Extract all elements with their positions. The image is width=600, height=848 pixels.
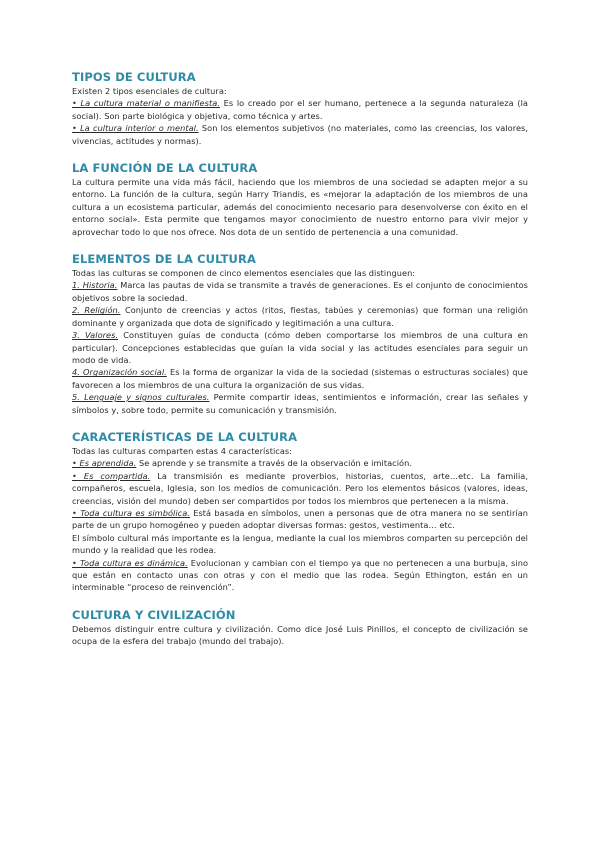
paragraph-lead: • La cultura material o manifiesta. (72, 98, 220, 109)
paragraph (72, 304, 528, 329)
paragraph (72, 457, 528, 469)
paragraph-text: La transmisión es mediante proverbios, historias, cuentos, arte…etc. La familia, compañeros, escuela, Iglesia, son los medios de comunicación. Pero los elementos básicos (valores, ideas, creencias, visión del mundo) deben ser compartidos por todos los miembros que pertenecen a la misma. (72, 470, 528, 506)
paragraph-text: Todas las culturas comparten estas 4 características: (72, 445, 293, 456)
section-elementos-de-la-cultura (72, 252, 528, 416)
paragraph-text: La cultura permite una vida más fácil, haciendo que los miembros de una sociedad se adapten mejor a su entorno. La función de la cultura, según Harry Triandis, es «mejorar la adaptación de los miembros de una cultura a un ecosistema particular, además del conocimiento necesario para desenvolverse con éxito en el entorno social». Esta permite que tengamos mayor conocimiento de nuestro entorno para vivir mejor y aprovechar todo lo que nos ofrece. Nos dota de un sentido de pertenencia a una comunidad. (72, 177, 528, 237)
paragraph (72, 470, 528, 507)
paragraph-text: Está basada en símbolos, unen a personas que de otra manera no se sentirían parte de un grupo homogéneo y pueden adoptar diversas formas: gestos, vestimenta… etc. (72, 507, 529, 531)
paragraph-text: Son los elementos subjetivos (no materiales, como las creencias, los valores, vivencias, actitudes y normas). (72, 123, 528, 146)
paragraph-text: El símbolo cultural más importante es la lengua, mediante la cual los miembros comparten su percepción del mundo y la realidad que les rodea. (72, 532, 528, 556)
paragraph (72, 329, 528, 366)
section-cultura-y-civilizacion (72, 608, 528, 648)
paragraph-text: Se aprende y se transmite a través de la observación e imitación. (136, 458, 413, 469)
paragraph (72, 122, 528, 147)
paragraph (72, 557, 528, 594)
paragraph-text: Existen 2 tipos esenciales de cultura: (72, 86, 227, 96)
section-heading: LA FUNCIÓN DE LA CULTURA (72, 161, 258, 176)
paragraph-text: Constituyen guías de conducta (cómo deben comportarse los miembros de una cultura en particular). Concepciones establecidas que guían la vida social y las actitudes esenciales para seguir un modo de vida. (72, 330, 528, 365)
section-tipos-de-cultura (72, 70, 528, 147)
paragraph (72, 176, 528, 238)
paragraph-text: Marca las pautas de vida se transmite a través de generaciones. Es el conjunto de conocimientos objetivos sobre la sociedad. (72, 280, 528, 303)
paragraph-lead: 2. Religión. (72, 305, 121, 316)
paragraph (72, 532, 528, 557)
paragraph-text: Evolucionan y cambian con el tiempo ya que no pertenecen a una burbuja, sino que están en contacto unas con otras y con el medio que las rodea. Según Ethington, están en un interminable “proceso de reinvención”. (72, 557, 528, 593)
section-heading: ELEMENTOS DE LA CULTURA (72, 252, 256, 267)
paragraph-lead: • La cultura interior o mental. (72, 123, 199, 134)
paragraph (72, 267, 528, 279)
paragraph (72, 97, 528, 122)
paragraph (72, 391, 528, 416)
paragraph-lead: 4. Organización social. (72, 367, 167, 378)
paragraph (72, 366, 528, 391)
paragraph-text: Debemos distinguir entre cultura y civilización. Como dice José Luis Pinillos, el concepto de civilización se ocupa de la esfera del trabajo (mundo del trabajo). (72, 623, 528, 647)
section-heading: TIPOS DE CULTURA (72, 70, 196, 84)
paragraph-text: Es lo creado por el ser humano, pertenece a la segunda naturaleza (la social). Son parte biológica y objetiva, como técnica y artes. (72, 98, 528, 121)
section-heading: CARACTERÍSTICAS DE LA CULTURA (72, 429, 298, 444)
paragraph (72, 85, 528, 97)
paragraph-lead: • Es aprendida. (72, 458, 137, 469)
paragraph (72, 279, 528, 304)
paragraph (72, 507, 528, 532)
paragraph-lead: • Es compartida. (72, 470, 151, 481)
paragraph-lead: 3. Valores. (72, 330, 119, 341)
section-funcion-de-la-cultura (72, 161, 528, 238)
paragraph-text: Es la forma de organizar la vida de la sociedad (sistemas o estructuras sociales) que favorecen a los miembros de una cultura la organización de sus vidas. (72, 367, 528, 390)
paragraph-lead: • Toda cultura es dinámica. (72, 557, 188, 568)
paragraph-text: Conjunto de creencias y actos (ritos, fiestas, tabúes y ceremonias) que forman una religión dominante y organizada que dota de significado y legitimación a una cultura. (72, 305, 528, 328)
section-caracteristicas-de-la-cultura (72, 430, 528, 594)
paragraph (72, 623, 528, 648)
paragraph (72, 445, 528, 457)
paragraph-lead: • Toda cultura es simbólica. (72, 507, 190, 518)
paragraph-text: Todas las culturas se componen de cinco elementos esenciales que las distinguen: (72, 268, 416, 279)
paragraph-lead: 1. Historia. (72, 280, 118, 291)
paragraph-text: Permite compartir ideas, sentimientos e información, crear las señales y símbolos y, sobre todo, permite su comunicación y transmisión. (72, 392, 528, 415)
paragraph-lead: 5. Lenguaje y signos culturales. (72, 392, 210, 403)
section-heading: CULTURA Y CIVILIZACIÓN (72, 607, 236, 622)
